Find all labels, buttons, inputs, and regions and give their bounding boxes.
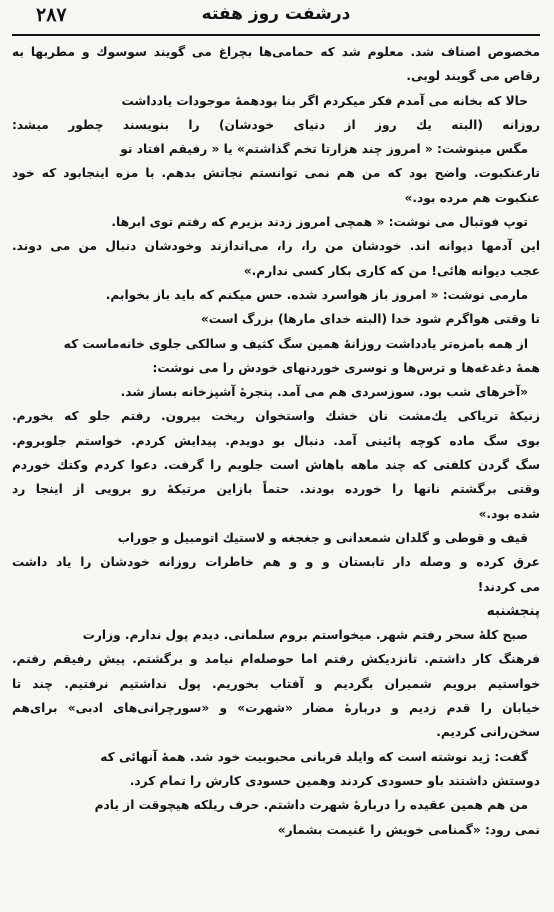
text-line: همهٔ دغدغه‌ها و ترس‌ها و توسری خوردنهای خودش را می نوشت: xyxy=(152,360,540,375)
text-line: فرهنگ کار داشتم. تانزدیکش رفتم اما حوصله‌ام نیامد و برگشتم. پیش رفیقم رفتم. xyxy=(12,652,540,667)
page-number: ۲۸۷ xyxy=(36,4,67,26)
text-line: عرق کرده و وصله دار تابستان و و و هم خاطرات روزانه خودشان را یاد داشت xyxy=(12,555,540,570)
header-rule xyxy=(12,34,540,36)
text-line: حالا که بخانه می آمدم فکر میکردم اگر بنا بودهمهٔ موجودات یادداشت xyxy=(121,93,528,108)
text-line: تارعنکبوت. واضح بود که من هم نمی توانستم نجاتش بدهم. با مزه اینجابود که خود xyxy=(12,166,540,181)
text-line: سخن‌رانی کردیم. xyxy=(436,725,540,740)
text-line: بوی سگ ماده کوچه پائینی آمد. دنبال بو دویدم. پیدایش کردم. خواستم جلوبروم. xyxy=(12,433,540,448)
text-line: عجب دیوانه هائی! من که کاری بکار کسی ندارم.» xyxy=(243,263,540,278)
text-line: دوستش داشتند باو حسودی کردند وهمین حسودی کارش را تمام کرد. xyxy=(129,773,540,788)
text-line: وقتی برگشتم نانها را خورده بودند. حتماً بازاین مرتیکهٔ رو برویی از اینجا رد xyxy=(12,482,540,497)
text-line: مگس مینوشت: « امروز چند هزارتا تخم گذاشتم» یا « رفیقم افتاد تو xyxy=(120,142,528,157)
text-line: قیف و قوطی و گلدان شمعدانی و جغجغه و لاستیك اتومبیل و جوراب xyxy=(117,530,528,545)
text-line: من هم همین عقیده را دربارهٔ شهرت داشتم. حرف ریلکه هیچوقت از یادم xyxy=(94,798,528,813)
section-heading: پنجشنبه xyxy=(486,602,540,619)
text-line: روزانه (البته یك روز از دنیای خودشان) را بنویسند چطور میشد: xyxy=(12,117,540,132)
body-text xyxy=(12,40,540,842)
running-title: درشفت روز هفته xyxy=(201,4,351,24)
text-line: خواستیم برویم شمیران بگردیم و آفتاب بخوریم. پول نداشتیم نرفتیم. چند تا xyxy=(12,676,540,691)
text-line: تا وقتی هواگرم شود خدا (البته خدای مارها) بزرگ است» xyxy=(200,312,540,327)
text-line: رقاص می گویند لوبی. xyxy=(406,69,540,84)
text-line: مخصوص اصناف شد. معلوم شد که حمامی‌ها بچراغ می گویند سوسوك و مطربها به xyxy=(12,45,540,59)
text-line: از همه بامزه‌تر یادداشت روزانهٔ همین سگ کثیف و سالکی جلوی خانه‌ماست که xyxy=(63,336,528,351)
text-line: سگ گردن کلفتی که چند ماهه باهاش است جلویم را گرفت. دعوا کردم وکتك خوردم xyxy=(12,458,540,473)
text-line: عنکبوت هم مرده بود.» xyxy=(404,190,540,205)
text-line: گفت: ژید نوشته است که وایلد قربانی محبوبیت خود شد. همهٔ آنهائی که xyxy=(100,749,528,764)
text-line: «آخرهای شب بود. سوزسردی هم می آمد. پنجرهٔ آشپزخانه بساز شد. xyxy=(120,385,528,400)
text-line: صبح کلهٔ سحر رفتم شهر. میخواستم بروم سلمانی. دیدم پول ندارم. وزارت xyxy=(82,628,528,643)
text-line: توپ فوتبال می نوشت: « همچی امروز زدند بزیرم که رفتم توی ابرها. xyxy=(111,215,528,230)
text-line: نمی رود: «گمنامی خویش را غنیمت بشمار» xyxy=(277,822,540,837)
page-header xyxy=(12,0,540,30)
text-line: زنیکهٔ تریاکی یك‌مشت نان خشك واستخوان ریخت بیرون. رفتم جلو که بخورم. xyxy=(12,409,540,424)
text-line: خیابان را قدم زدیم و دربارهٔ مضار «شهرت» و «سورچرانی‌های ادبی» برای‌هم xyxy=(12,701,540,716)
text-line: این آدمها دیوانه اند. خودشان من را، را، می‌اندازند وخودشان دنبال من می دوند. xyxy=(12,239,540,254)
text-line: شده بود.» xyxy=(478,506,540,521)
text-line: مارمی نوشت: « امروز باز هواسرد شده. حس میکنم که باید باز بخوابم. xyxy=(105,287,528,302)
text-line: می کردند! xyxy=(477,579,540,594)
